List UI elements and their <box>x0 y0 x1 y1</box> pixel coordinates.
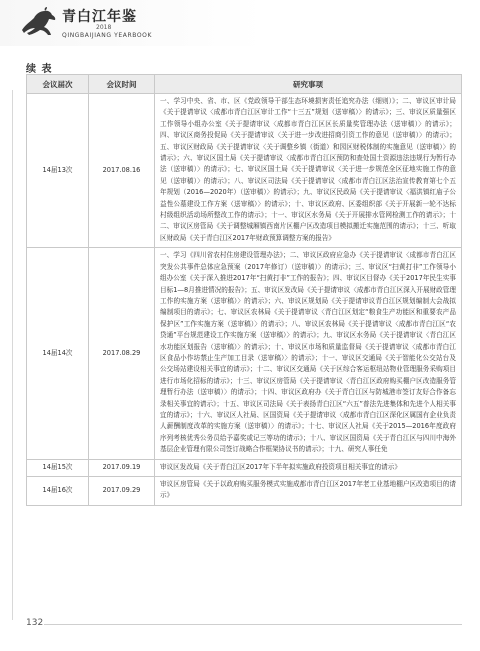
meeting-table <box>26 74 462 506</box>
margin-rule <box>12 90 13 620</box>
yearbook-year: 2018 <box>96 24 112 31</box>
header-session: 会议届次 <box>27 75 89 94</box>
date-cell: 2017.08.29 <box>89 248 155 459</box>
items-cell: 审议区发改局《关于青白江区2017年下半年拟实施政府投资项目相关事宜的请示》 <box>155 459 462 476</box>
header-date: 会议时间 <box>89 75 155 94</box>
items-cell: 一、学习《四川省农村住房建设管理办法》；二、审议区政府应急办《关于提请审议〈成都市青白江区突发公共事件总体应急预案（2017年修订）（送审稿）〉的请示》；三、审议区“扫黄打非”工作领导小组办公室《关于深入推进2017年“扫黄打非”工作的报告》；四、审议区目督办《关于2017年民生实事目标1—8月推进情况的报告》；五、审议区发改局《关于提请审议〈成都市青白江区深入开展财政管理工作的实施方案（送审稿）〉的请示》；六、审议区规划局《关于提请审议青白江区规划编制大会战拟编制项目的请示》；七、审议区农林局《关于提请审议〈青白江区划定“粮食生产功能区和重要农产品保护区”工作实施方案（送审稿）〉的请示》；八、审议区农林局《关于提请审议〈成都市青白江区“农贷通”平台规范建设工作实施方案（送审稿）〉的请示》；九、审议区水务局《关于提请审议〈青白江区水功能区划报告（送审稿）〉的请示》；十、审议区市场和质量监督局《关于提请审议〈成都市青白江区食品小作坊禁止生产加工目录（送审稿）〉的请示》；十一、审议区交通局《关于智能化公交站台及公交场站建设相关事宜的请示》；十二、审议区交通局《关于区综合客运枢纽站物业管理服务采购项目进行市场化招标的请示》；十三、审议区房管局《关于提请审议〈青白江区政府购买棚户区改造服务管理暂行办法（送审稿）〉的请示》；十四、审议区政府办《关于青白江区与防城港市签订友好合作备忘录相关事宜的请示》；十五、审议区司法局《关于表扬青白江区“六五”普法先进集体和先进个人相关事宜的请示》；十六、审议区人社局、区国资局《关于提请审议〈成都市青白江区深化区属国有企业负责人薪酬制度改革的实施方案（送审稿）〉的请示》；十七、审议区人社局《关于2015—2016年度政府序列考核优秀公务员给予嘉奖或记三等功的请示》；十八、审议区国资局《关于青白江区与四川中海外基层企业管理有限公司签订战略合作框架协议书的请示》；十九、研究人事任免 <box>155 248 462 459</box>
session-cell: 14届13次 <box>27 94 89 248</box>
items-cell: 一、学习中央、省、市、区《党政领导干部生态环境损害责任追究办法（细则）》；二、审议区审计局《关于提请审议〈成都市青白江区审计工作“十三五”规划（送审稿）〉的请示》；三、审议区质量强区工作领导小组办公室《关于提请审议〈成都市青白江区区长质量奖管理办法（送审稿）〉的请示》；四、审议区商务投促局《关于提请审议〈关于进一步改进招商引资工作的意见（送审稿）〉的请示》；五、审议区财政局《关于提请审议〈关于调整乡镇（街道）和园区财税体制的实施意见（送审稿）〉的请示》；六、审议区国土局《关于提请审议〈成都市青白江区预防和查处国土资源违法违规行为暂行办法（送审稿）〉的请示》；七、审议区国土局《关于提请审议〈关于进一步规范全区征地实施工作的意见（送审稿）〉的请示》；八、审议区司法局《关于提请审议〈成都市青白江区法治宣传教育第七个五年规划（2016—2020年）（送审稿）〉的请示》；九、审议区民政局《关于提请审议〈福洪镇红庙子公益性公墓建设工作方案（送审稿）〉的请示》；十、审议区政府、区委组织部《关于开展新一轮不达标村级组织活动场所整改工作的请示》；十一、审议区水务局《关于开展排水管网检测工作的请示》；十二、审议区房管局《关于调整城厢镇西南片区棚户区改造项目模拟搬迁实施范围的请示》；十三、听取区财政局《关于青白江区2017年财政预算调整方案的报告》 <box>155 94 462 248</box>
session-cell: 14届16次 <box>27 477 89 506</box>
items-cell: 审议区房管局《关于以政府购买服务模式实施成都市青白江区2017年老工业基地棚户区改造项目的请示》 <box>155 477 462 506</box>
yearbook-title-cn: 青白江年鉴 <box>62 9 137 25</box>
table-header-row <box>27 75 462 94</box>
date-cell: 2017.09.19 <box>89 459 155 476</box>
header-items: 研究事项 <box>155 75 462 94</box>
table-row <box>27 459 462 476</box>
session-cell: 14届14次 <box>27 248 89 459</box>
date-cell: 2017.09.29 <box>89 477 155 506</box>
date-cell: 2017.08.16 <box>89 94 155 248</box>
horse-logo-icon <box>18 6 62 38</box>
continued-label: 续 表 <box>26 64 53 75</box>
table-row <box>27 477 462 506</box>
table-row <box>27 94 462 248</box>
table-row <box>27 248 462 459</box>
page-number: 132 <box>26 618 44 628</box>
session-cell: 14届15次 <box>27 459 89 476</box>
yearbook-title-en: QINGBAIJIANG YEARBOOK <box>62 32 153 39</box>
footer-rule <box>44 624 462 625</box>
header-band <box>0 0 480 46</box>
